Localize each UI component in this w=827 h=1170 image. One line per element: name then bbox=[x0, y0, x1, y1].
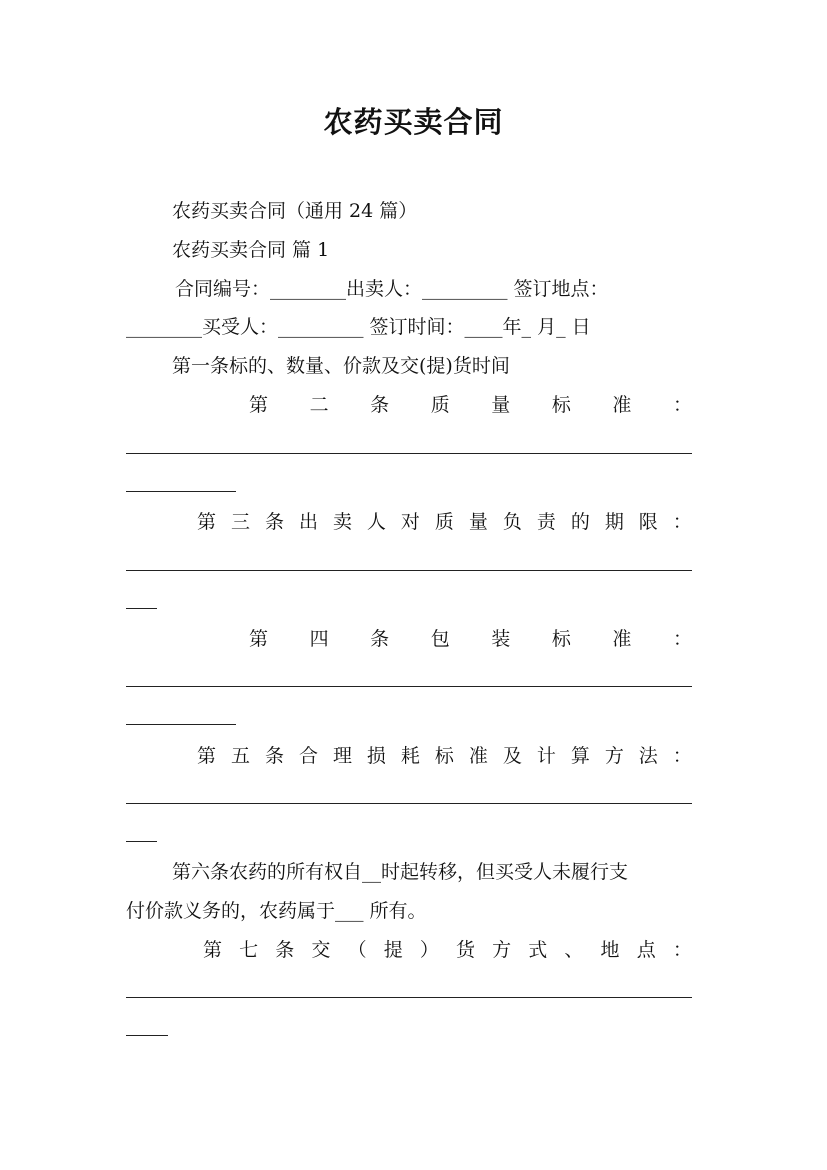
clause-4-char: 条 bbox=[370, 628, 390, 650]
clause-2-char: 标 bbox=[551, 394, 571, 416]
clause-4-char: ： bbox=[672, 628, 692, 650]
clause-7-char: 条 bbox=[275, 939, 295, 961]
clause-7-char: ） bbox=[419, 939, 439, 961]
clause-3-char: 条 bbox=[264, 511, 284, 533]
fill-in-blank-line bbox=[126, 491, 236, 492]
clause-6-line-2: 付价款义务的，农药属于___ 所有。 bbox=[126, 900, 427, 922]
clause-2-char: 量 bbox=[491, 394, 511, 416]
document-subtitle: 农药买卖合同（通用 24 篇） bbox=[172, 200, 418, 222]
fill-in-blank-line bbox=[126, 686, 692, 687]
clause-7-char: 货 bbox=[455, 939, 475, 961]
clause-4-char: 四 bbox=[309, 628, 329, 650]
clause-3-char: 出 bbox=[298, 511, 318, 533]
clause-4-char: 标 bbox=[551, 628, 571, 650]
clause-5-char: 五 bbox=[230, 745, 250, 767]
clause-3-heading bbox=[197, 510, 692, 534]
clause-3-char: 责 bbox=[536, 511, 556, 533]
clause-7-char: ： bbox=[672, 939, 692, 961]
clause-7-char: （ bbox=[347, 939, 367, 961]
clause-5-char: 标 bbox=[434, 745, 454, 767]
clause-6-line-1: 第六条农药的所有权自__时起转移，但买受人未履行支 bbox=[172, 861, 629, 883]
clause-5-heading bbox=[197, 744, 692, 768]
clause-7-char: 式 bbox=[528, 939, 548, 961]
fill-in-blank-line bbox=[126, 570, 692, 571]
clause-2-char: 条 bbox=[370, 394, 390, 416]
clause-3-char: 第 bbox=[197, 511, 217, 533]
clause-3-char: 质 bbox=[434, 511, 454, 533]
clause-3-char: 对 bbox=[400, 511, 420, 533]
clause-5-char: 合 bbox=[298, 745, 318, 767]
clause-5-char: 第 bbox=[197, 745, 217, 767]
clause-3-char: 限 bbox=[638, 511, 658, 533]
clause-2-char: 准 bbox=[612, 394, 632, 416]
clause-5-char: 耗 bbox=[400, 745, 420, 767]
document-title: 农药买卖合同 bbox=[323, 105, 504, 139]
clause-7-char: 第 bbox=[203, 939, 223, 961]
clause-4-char: 装 bbox=[491, 628, 511, 650]
clause-5-char: 法 bbox=[638, 745, 658, 767]
clause-5-char: 方 bbox=[604, 745, 624, 767]
clause-7-char: 七 bbox=[239, 939, 259, 961]
clause-7-char: 交 bbox=[311, 939, 331, 961]
clause-5-char: 理 bbox=[332, 745, 352, 767]
clause-3-char: 负 bbox=[502, 511, 522, 533]
clause-4-char: 包 bbox=[430, 628, 450, 650]
clause-7-char: 、 bbox=[564, 939, 584, 961]
clause-7-char: 方 bbox=[492, 939, 512, 961]
clause-2-char: 二 bbox=[309, 394, 329, 416]
clause-1: 第一条标的、数量、价款及交(提)货时间 bbox=[172, 355, 510, 377]
clause-7-heading bbox=[203, 938, 692, 962]
contract-header-line-1: 合同编号：________出卖人：_________ 签订地点： bbox=[175, 278, 609, 300]
clause-4-heading bbox=[249, 627, 692, 651]
clause-5-char: 损 bbox=[366, 745, 386, 767]
clause-5-char: 及 bbox=[502, 745, 522, 767]
clause-7-char: 地 bbox=[600, 939, 620, 961]
clause-3-char: 期 bbox=[604, 511, 624, 533]
clause-7-char: 点 bbox=[636, 939, 656, 961]
fill-in-blank-line bbox=[126, 997, 692, 998]
clause-3-char: ： bbox=[672, 511, 692, 533]
clause-4-char: 第 bbox=[249, 628, 269, 650]
clause-3-char: 卖 bbox=[332, 511, 352, 533]
clause-3-char: 人 bbox=[366, 511, 386, 533]
fill-in-blank-line bbox=[126, 724, 236, 725]
fill-in-blank-line bbox=[126, 608, 157, 609]
clause-5-char: 准 bbox=[468, 745, 488, 767]
fill-in-blank-line bbox=[126, 841, 157, 842]
clause-5-char: 计 bbox=[536, 745, 556, 767]
fill-in-blank-line bbox=[126, 1035, 168, 1036]
clause-3-char: 的 bbox=[570, 511, 590, 533]
section-heading: 农药买卖合同 篇 1 bbox=[172, 239, 330, 261]
clause-5-char: ： bbox=[672, 745, 692, 767]
clause-2-char: ： bbox=[672, 394, 692, 416]
clause-5-char: 条 bbox=[264, 745, 284, 767]
clause-4-char: 准 bbox=[612, 628, 632, 650]
clause-3-char: 量 bbox=[468, 511, 488, 533]
clause-2-char: 第 bbox=[249, 394, 269, 416]
clause-2-char: 质 bbox=[430, 394, 450, 416]
fill-in-blank-line bbox=[126, 803, 692, 804]
clause-7-char: 提 bbox=[383, 939, 403, 961]
contract-header-line-2: ________买受人：_________ 签订时间：____年_ 月_ 日 bbox=[126, 316, 591, 338]
clause-2-heading bbox=[249, 393, 692, 417]
clause-3-char: 三 bbox=[230, 511, 250, 533]
clause-5-char: 算 bbox=[570, 745, 590, 767]
fill-in-blank-line bbox=[126, 453, 692, 454]
